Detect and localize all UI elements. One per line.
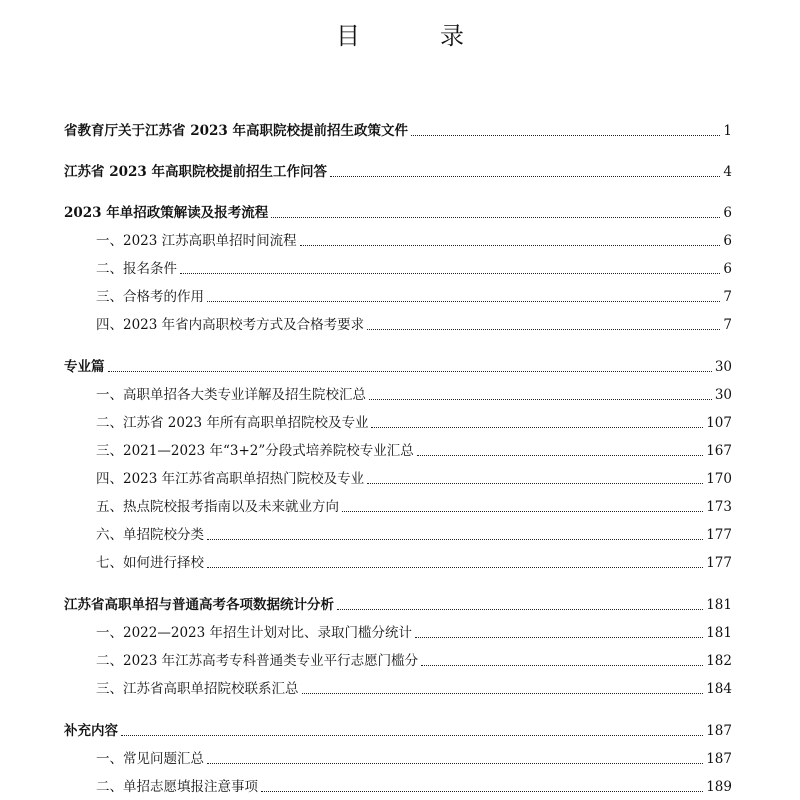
toc-entry-title: 2023 年单招政策解读及报考流程 <box>64 205 269 221</box>
toc-entry[interactable] <box>64 466 732 488</box>
dot-leader <box>108 370 712 372</box>
toc-entry-title: 江苏省 2023 年高职院校提前招生工作问答 <box>64 164 327 180</box>
toc-entry-page-number: 184 <box>706 681 732 697</box>
dot-leader <box>302 692 704 694</box>
toc-entry-page-number: 189 <box>706 779 732 795</box>
toc-entry[interactable] <box>64 312 732 334</box>
toc-entry-title: 一、高职单招各大类专业详解及招生院校汇总 <box>96 387 366 403</box>
toc-entry-title: 七、如何进行择校 <box>96 555 204 571</box>
dot-leader <box>367 328 720 330</box>
toc-entry-title: 二、江苏省 2023 年所有高职单招院校及专业 <box>96 415 369 431</box>
toc-entry[interactable] <box>64 118 732 140</box>
toc-entry[interactable] <box>64 494 732 516</box>
toc-entry-page-number: 1 <box>723 123 732 139</box>
toc-entry-page-number: 7 <box>723 289 732 305</box>
toc-entry-page-number: 173 <box>706 499 732 515</box>
dot-leader <box>261 790 703 792</box>
toc-entry[interactable] <box>64 592 732 614</box>
toc-entry-page-number: 30 <box>714 359 732 375</box>
dot-leader <box>421 664 703 666</box>
toc-entry[interactable] <box>64 256 732 278</box>
dot-leader <box>411 134 720 136</box>
toc-entry-title: 五、热点院校报考指南以及未来就业方向 <box>96 499 339 515</box>
toc-entry-title: 四、2023 年江苏省高职单招热门院校及专业 <box>96 471 365 487</box>
toc-entry[interactable] <box>64 410 732 432</box>
toc-entry-title: 三、江苏省高职单招院校联系汇总 <box>96 681 299 697</box>
toc-entry-page-number: 181 <box>706 625 732 641</box>
dot-leader <box>371 426 703 428</box>
toc-entry-page-number: 182 <box>706 653 732 669</box>
toc-entry-title: 二、报名条件 <box>96 261 177 277</box>
toc-entry[interactable] <box>64 620 732 642</box>
toc-entry-title: 六、单招院校分类 <box>96 527 204 543</box>
toc-entry[interactable] <box>64 718 732 740</box>
toc-entry-title: 一、2023 江苏高职单招时间流程 <box>96 233 297 249</box>
dot-leader <box>342 510 703 512</box>
toc-entry[interactable] <box>64 228 732 250</box>
toc-entry-page-number: 167 <box>706 443 732 459</box>
toc-entry-page-number: 30 <box>714 387 732 403</box>
toc-entry-title: 二、2023 年江苏高考专科普通类专业平行志愿门槛分 <box>96 653 419 669</box>
toc-entry-page-number: 170 <box>706 471 732 487</box>
toc-entry-page-number: 187 <box>706 751 732 767</box>
dot-leader <box>415 636 703 638</box>
toc-entry-title: 省教育厅关于江苏省 2023 年高职院校提前招生政策文件 <box>64 123 408 139</box>
toc-entry-title: 二、单招志愿填报注意事项 <box>96 779 258 795</box>
toc-entry-page-number: 4 <box>723 164 732 180</box>
toc-entry-title: 一、2022—2023 年招生计划对比、录取门槛分统计 <box>96 625 413 641</box>
toc-entry[interactable] <box>64 676 732 698</box>
dot-leader <box>207 566 703 568</box>
toc-entry-page-number: 181 <box>706 597 732 613</box>
toc-entry-page-number: 6 <box>723 205 732 221</box>
dot-leader <box>271 216 720 218</box>
toc-entry-page-number: 6 <box>723 261 732 277</box>
dot-leader <box>121 734 703 736</box>
dot-leader <box>417 454 703 456</box>
page-title: 目 录 <box>336 22 492 50</box>
dot-leader <box>207 538 703 540</box>
toc-entry-page-number: 177 <box>706 527 732 543</box>
toc-entry[interactable] <box>64 550 732 572</box>
toc-entry-title: 四、2023 年省内高职校考方式及合格考要求 <box>96 317 365 333</box>
toc-entry[interactable] <box>64 746 732 768</box>
toc-entry-page-number: 107 <box>706 415 732 431</box>
dot-leader <box>337 608 703 610</box>
dot-leader <box>180 272 720 274</box>
toc-entry-title: 补充内容 <box>64 723 118 739</box>
toc-entry-title: 江苏省高职单招与普通高考各项数据统计分析 <box>64 597 334 613</box>
toc-entry-page-number: 6 <box>723 233 732 249</box>
toc-entry-title: 一、常见问题汇总 <box>96 751 204 767</box>
dot-leader <box>330 175 720 177</box>
dot-leader <box>207 300 720 302</box>
toc-entry[interactable] <box>64 200 732 222</box>
toc-entry[interactable] <box>64 354 732 376</box>
dot-leader <box>300 244 721 246</box>
toc-entry-page-number: 177 <box>706 555 732 571</box>
toc-entry[interactable] <box>64 774 732 796</box>
dot-leader <box>367 482 703 484</box>
toc-entry[interactable] <box>64 159 732 181</box>
toc-entry[interactable] <box>64 284 732 306</box>
dot-leader <box>207 762 703 764</box>
toc-entry[interactable] <box>64 522 732 544</box>
dot-leader <box>369 398 712 400</box>
toc-entry-title: 三、合格考的作用 <box>96 289 204 305</box>
toc-entry[interactable] <box>64 648 732 670</box>
toc-entry-title: 专业篇 <box>64 359 105 375</box>
toc-entry-page-number: 7 <box>723 317 732 333</box>
toc-entry[interactable] <box>64 438 732 460</box>
toc-entry-page-number: 187 <box>706 723 732 739</box>
toc-entry[interactable] <box>64 382 732 404</box>
toc-entry-title: 三、2021—2023 年“3+2”分段式培养院校专业汇总 <box>96 443 414 459</box>
